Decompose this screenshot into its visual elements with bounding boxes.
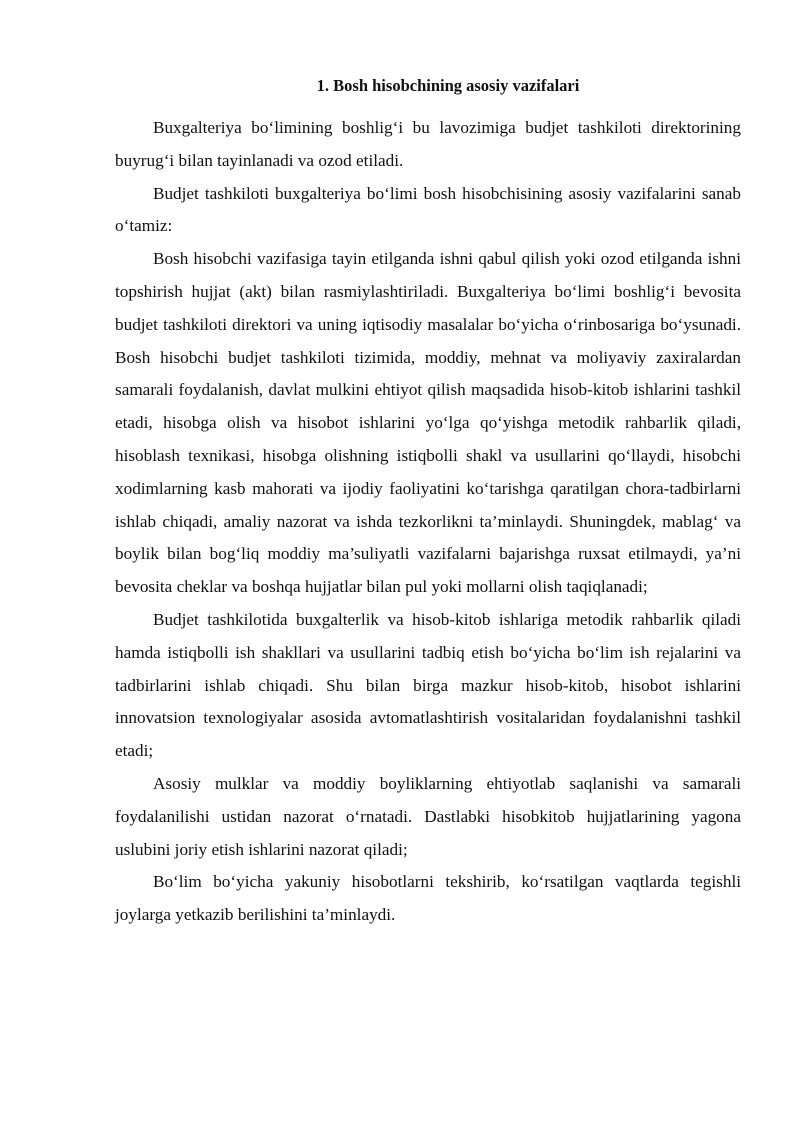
paragraph-2: Budjet tashkiloti buxgalteriya bo‘limi bosh hisobchisining asosiy vazifalarini sanab o‘tamiz: bbox=[115, 183, 741, 236]
paragraph-6: Bo‘lim bo‘yicha yakuniy hisobotlarni tekshirib, ko‘rsatilgan vaqtlarda tegishli joylarga yetkazib berilishini ta’minlaydi. bbox=[115, 872, 741, 925]
paragraph-5: Asosiy mulklar va moddiy boyliklarning ehtiyotlab saqlanishi va samarali foydalanilishi ustidan nazorat o‘rnatadi. Dastlabki hisobkitob hujjatlarining yagona uslubini joriy etish ishlarini nazorat qiladi; bbox=[115, 773, 741, 859]
document-page bbox=[115, 74, 741, 932]
paragraph-1: Buxgalteriya bo‘limining boshlig‘i bu lavozimiga budjet tashkiloti direktorining buyrug‘i bilan tayinlanadi va ozod etiladi. bbox=[115, 118, 741, 170]
paragraph-3: Bosh hisobchi vazifasiga tayin etilganda ishni qabul qilish yoki ozod etilganda ishni topshirish hujjat (akt) bilan rasmiylashtiriladi. Buxgalteriya bo‘limi boshlig‘i bevosita budjet tashkiloti direktori va uning iqtisodiy masalalar bo‘yicha o‘rinbosariga bo‘ysunadi. Bosh hisobchi budjet tashkiloti tizimida, moddiy, mehnat va moliyaviy zaxiralardan samarali foydalanish, davlat mulkini ehtiyot qilish maqsadida hisob-kitob ishlarini tashkil etadi, hisobga olish va hisobot ishlarini yo‘lga qo‘yishga metodik rahbarlik qiladi, hisoblash texnikasi, hisobga olishning istiqbolli shakl va usullarini qo‘llaydi, hisobchi xodimlarning kasb mahorati va ijodiy faoliyatini ko‘tarishga qaratilgan chora-tadbirlarni ishlab chiqadi, amaliy nazorat va ishda tezkorlikni ta’minlaydi. Shuningdek, mablag‘ va boylik bilan bog‘liq moddiy ma’suliyatli vazifalarni bajarishga ruxsat etilmaydi, ya’ni bevosita cheklar va boshqa hujjatlar bilan pul yoki mollarni olish taqiqlanadi; bbox=[115, 249, 741, 597]
paragraph-4: Budjet tashkilotida buxgalterlik va hisob-kitob ishlariga metodik rahbarlik qiladi hamda istiqbolli ish shakllari va usullarini tadbiq etish bo‘yicha bo‘lim ish rejalarini va tadbirlarini ishlab chiqadi. Shu bilan birga mazkur hisob-kitob, hisobot ishlarini innovatsion texnologiyalar asosida avtomatlashtirish vositalaridan foydalanishni tashkil etadi; bbox=[115, 609, 741, 761]
section-heading: 1. Bosh hisobchining asosiy vazifalari bbox=[316, 76, 580, 95]
